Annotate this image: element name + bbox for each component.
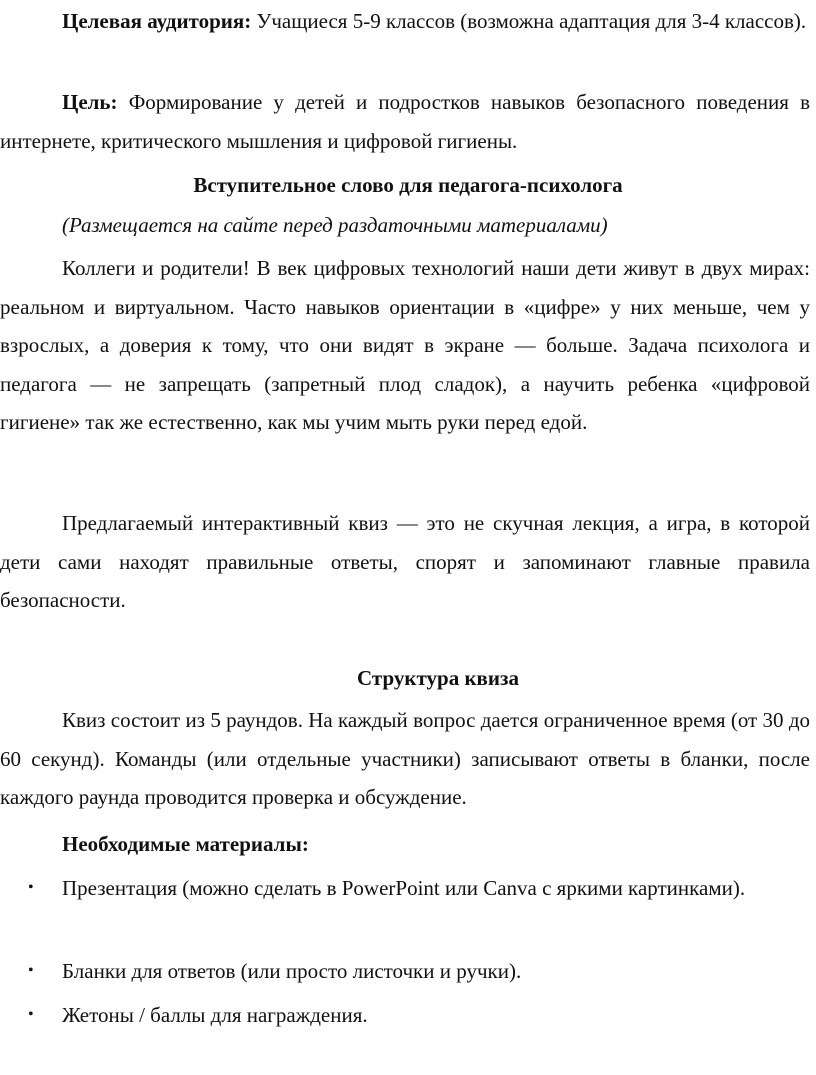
bullet-icon: • bbox=[28, 1006, 34, 1023]
goal-label: Цель: bbox=[62, 90, 118, 114]
goal-text: Формирование у детей и подростков навыков безопасного поведения в интернете, критического мышления и цифровой гигиены. bbox=[0, 90, 810, 153]
intro-paragraph-1: Коллеги и родители! В век цифровых технологий наши дети живут в двух мирах: реальном и виртуальном. Часто навыков ориентации в «цифре» у них меньше, чем у взрослых, а доверия к тому, что они видят в экране — больше. Задача психолога и педагога — не запрещать (запретный плод сладок), а научить ребенка «цифровой гигиене» так же естественно, как мы учим мыть руки перед едой. bbox=[0, 256, 810, 434]
list-item-text: Бланки для ответов (или просто листочки и ручки). bbox=[62, 959, 522, 983]
list-item bbox=[0, 951, 810, 991]
bullet-icon: • bbox=[28, 962, 34, 979]
intro-heading: Вступительное слово для педагога-психолога bbox=[193, 173, 623, 197]
intro-paragraph-2: Предлагаемый интерактивный квиз — это не скучная лекция, а игра, в которой дети сами находят правильные ответы, спорят и запоминают главные правила безопасности. bbox=[0, 511, 810, 612]
list-item-text: Презентация (можно сделать в PowerPoint или Canva с яркими картинками). bbox=[62, 876, 746, 900]
intro-note: (Размещается на сайте перед раздаточными материалами) bbox=[62, 213, 608, 237]
list-item-text: Жетоны / баллы для награждения. bbox=[62, 1003, 368, 1027]
list-item bbox=[0, 868, 810, 908]
structure-heading: Структура квиза bbox=[357, 666, 519, 690]
structure-paragraph: Квиз состоит из 5 раундов. На каждый вопрос дается ограниченное время (от 30 до 60 секунд). Команды (или отдельные участники) записывают ответы в бланки, после каждого раунда проводится проверка и обсуждение. bbox=[0, 708, 810, 809]
bullet-icon: • bbox=[28, 879, 34, 896]
audience-text: Учащиеся 5-9 классов (возможна адаптация для 3-4 классов). bbox=[251, 9, 807, 33]
audience-paragraph bbox=[0, 2, 810, 41]
goal-paragraph bbox=[0, 83, 810, 160]
materials-heading: Необходимые материалы: bbox=[62, 832, 309, 856]
list-item bbox=[0, 995, 810, 1035]
audience-label: Целевая аудитория: bbox=[62, 9, 252, 33]
